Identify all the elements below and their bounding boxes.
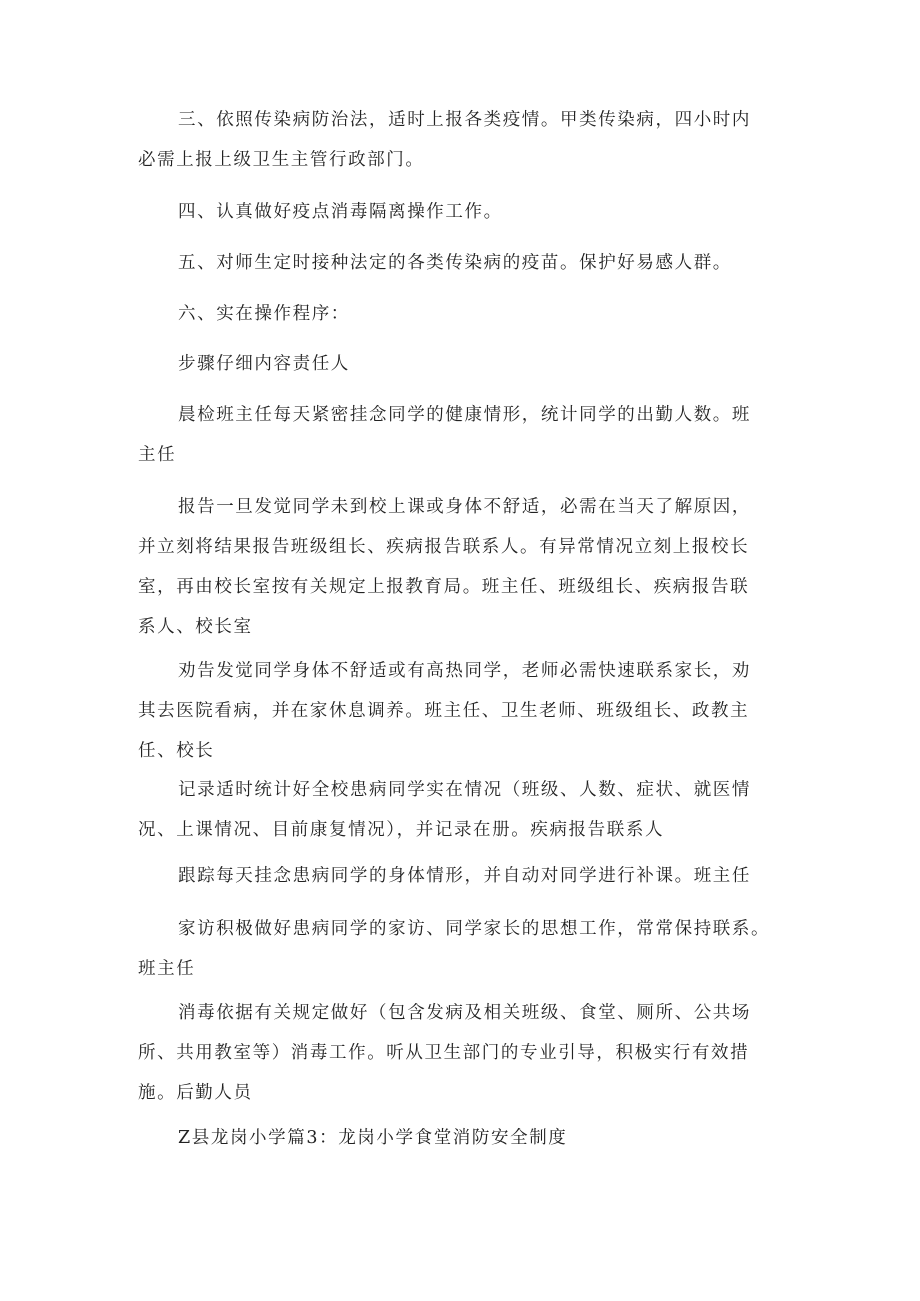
text-line: Z县龙岗小学篇3：龙岗小学食堂消防安全制度 bbox=[178, 1128, 568, 1148]
text-line: 六、实在操作程序： bbox=[178, 304, 350, 324]
paragraph-record bbox=[138, 770, 800, 850]
text-line: 晨检班主任每天紧密挂念同学的健康情形，统计同学的出勤人数。班 bbox=[178, 405, 751, 425]
text-line: 其去医院看病，并在家休息调养。班主任、卫生老师、班级组长、政教主 bbox=[138, 701, 750, 721]
text-line: 记录适时统计好全校患病同学实在情况（班级、人数、症状、就医情 bbox=[178, 780, 751, 800]
text-line: 班主任 bbox=[138, 959, 196, 979]
text-line: 三、依照传染病防治法，适时上报各类疫情。甲类传染病，四小时内 bbox=[178, 110, 751, 130]
paragraph-report-epidemic bbox=[138, 100, 800, 180]
paragraph-procedure-heading bbox=[138, 294, 800, 334]
text-line: 主任 bbox=[138, 445, 177, 465]
paragraph-sterilize bbox=[138, 993, 800, 1113]
text-line: 所、共用教室等）消毒工作。听从卫生部门的专业引导，积极实行有效措 bbox=[138, 1043, 750, 1063]
paragraph-vaccination bbox=[138, 243, 800, 283]
text-line: 系人、校长室 bbox=[138, 617, 253, 637]
text-line: 步骤仔细内容责任人 bbox=[178, 354, 350, 374]
text-line: 况、上课情况、目前康复情况），并记录在册。疾病报告联系人 bbox=[138, 820, 665, 840]
paragraph-home-visit bbox=[138, 909, 800, 989]
text-line: 四、认真做好疫点消毒隔离操作工作。 bbox=[178, 202, 503, 222]
text-line: 五、对师生定时接种法定的各类传染病的疫苗。保护好易感人群。 bbox=[178, 253, 732, 273]
paragraph-report bbox=[138, 487, 800, 647]
text-line: 必需上报上级卫生主管行政部门。 bbox=[138, 150, 425, 170]
paragraph-morning-check bbox=[138, 395, 800, 475]
text-line: 报告一旦发觉同学未到校上课或身体不舒适，必需在当天了解原因， bbox=[178, 497, 751, 517]
paragraph-section-title bbox=[138, 1118, 800, 1158]
text-line: 家访积极做好患病同学的家访、同学家长的思想工作，常常保持联系。 bbox=[178, 919, 771, 939]
text-line: 施。后勤人员 bbox=[138, 1083, 253, 1103]
text-line: 任、校长 bbox=[138, 741, 215, 761]
text-line: 室，再由校长室按有关规定上报教育局。班主任、班级组长、疾病报告联 bbox=[138, 577, 750, 597]
paragraph-table-header bbox=[138, 344, 800, 384]
text-line: 消毒依据有关规定做好（包含发病及相关班级、食堂、厕所、公共场 bbox=[178, 1003, 751, 1023]
paragraph-disinfection bbox=[138, 192, 800, 232]
text-line: 并立刻将结果报告班级组长、疾病报告联系人。有异常情况立刻上报校长 bbox=[138, 537, 750, 557]
text-line: 劝告发觉同学身体不舒适或有高热同学，老师必需快速联系家长，劝 bbox=[178, 661, 751, 681]
text-line: 跟踪每天挂念患病同学的身体情形，并自动对同学进行补课。班主任 bbox=[178, 866, 751, 886]
paragraph-tracking bbox=[138, 856, 800, 896]
paragraph-advise bbox=[138, 651, 800, 771]
